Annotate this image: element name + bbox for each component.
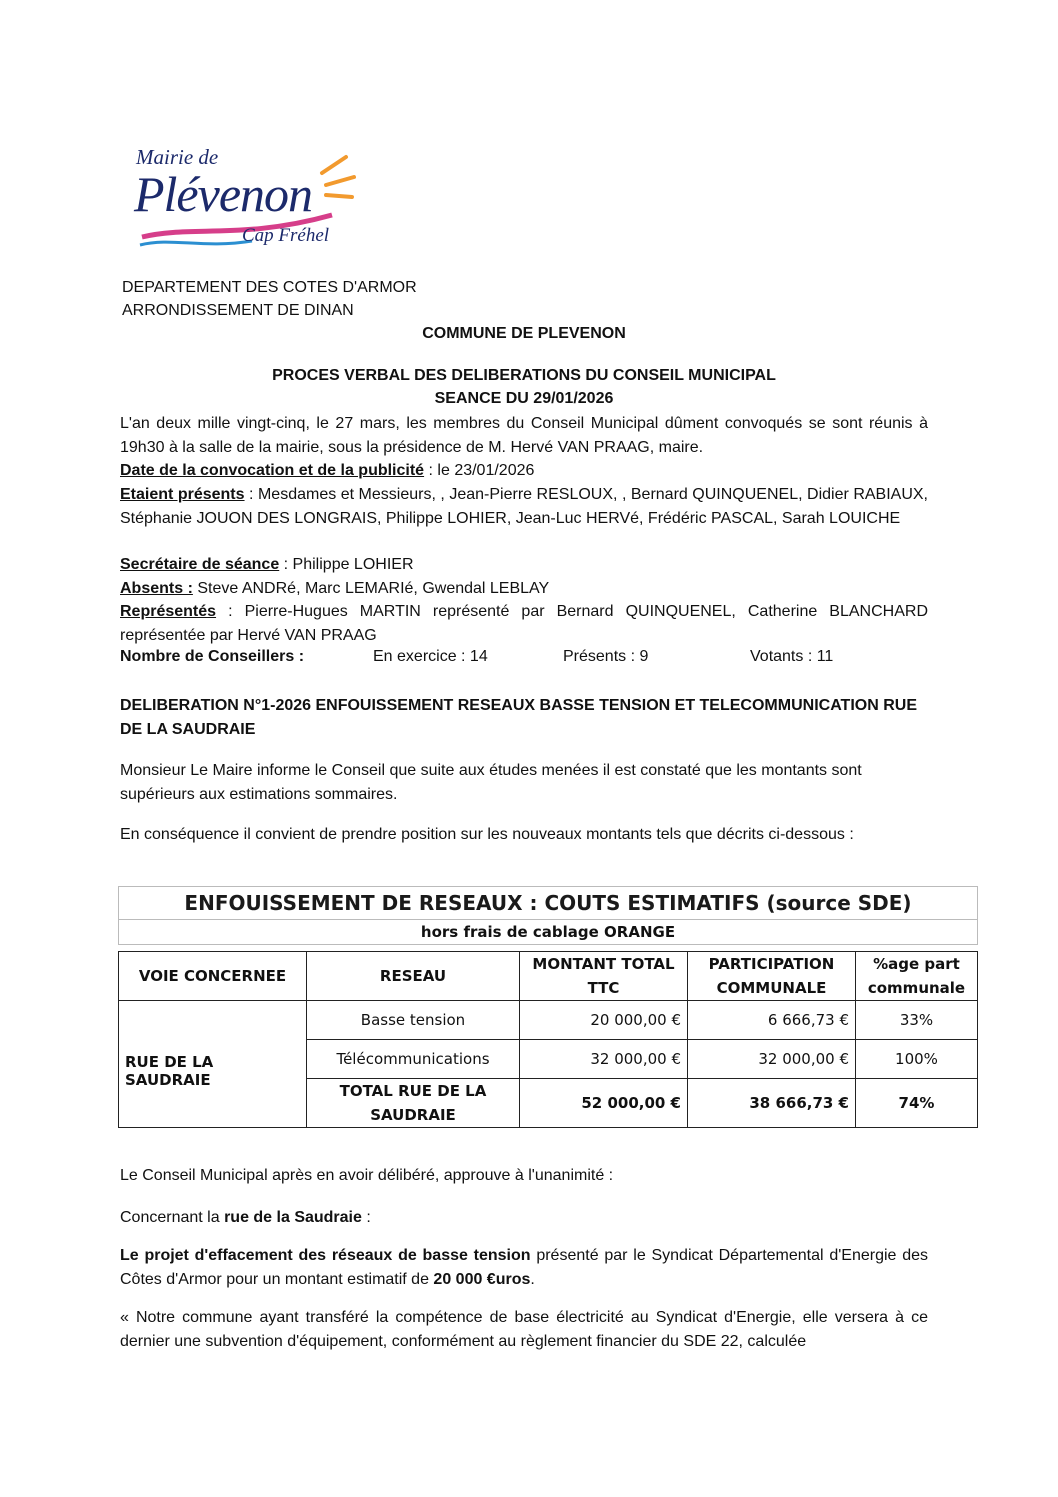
header-voie: VOIE CONCERNEE — [119, 952, 307, 1001]
cell-pourcentage-total: 74% — [856, 1079, 978, 1128]
cost-table-block — [118, 886, 978, 1128]
convocation-line — [120, 459, 928, 483]
absents-line — [120, 577, 928, 601]
table-title: ENFOUISSEMENT DE RESEAUX : COUTS ESTIMATIFS (source SDE) — [118, 886, 978, 920]
paragraph-etudes: Monsieur Le Maire informe le Conseil que suite aux études menées il est constaté que les montants sont supérieurs aux estimations sommaires. — [120, 762, 862, 803]
cell-pourcentage: 33% — [856, 1001, 978, 1040]
concernant-line — [120, 1206, 928, 1230]
conseillers-row — [120, 648, 928, 670]
table-header-row — [119, 952, 978, 1001]
quote-paragraph: « Notre commune ayant transféré la compétence de base électricité au Syndicat d'Energie, elle versera à ce dernier une subvention d'équipement, conformément au règlement financier du SDE 22, calculée — [120, 1309, 928, 1350]
logo-line-plevenon: Plévenon — [134, 166, 313, 222]
mairie-logo — [132, 145, 362, 255]
cell-montant: 20 000,00 € — [520, 1001, 688, 1040]
deliberation-title: DELIBERATION N°1-2026 ENFOUISSEMENT RESEAUX BASSE TENSION ET TELECOMMUNICATION RUE DE LA SAUDRAIE — [120, 697, 917, 738]
presents-value: : Mesdames et Messieurs, , Jean-Pierre RESLOUX, , Bernard QUINQUENEL, Didier RABIAUX, Stéphanie JOUON DES LONGRAIS, Philippe LOHIER, Jean-Luc HERVé, Frédéric PASCAL, Sarah LOUICHE — [120, 486, 929, 527]
absents-value: Steve ANDRé, Marc LEMARIé, Gwendal LEBLAY — [192, 580, 550, 597]
convocation-label: Date de la convocation et de la publicité — [120, 462, 425, 479]
representes-paragraph — [120, 600, 928, 647]
conseillers-exercice: En exercice : 14 — [373, 648, 488, 665]
cell-pourcentage: 100% — [856, 1040, 978, 1079]
cost-table — [118, 951, 978, 1128]
cell-reseau: Basse tension — [307, 1001, 520, 1040]
header-pourcentage: %age part communale — [856, 952, 978, 1001]
logo-line-mairie: Mairie de — [136, 145, 219, 169]
projet-paragraph — [120, 1244, 928, 1291]
concernant-street: rue de la Saudraie — [224, 1209, 362, 1226]
paragraph-consequence: En conséquence il convient de prendre position sur les nouveaux montants tels que décrits ci-dessous : — [120, 826, 854, 843]
header-montant: MONTANT TOTAL TTC — [520, 952, 688, 1001]
concernant-prefix: Concernant la — [120, 1209, 225, 1226]
representes-value: : Pierre-Hugues MARTIN représenté par Bernard QUINQUENEL, Catherine BLANCHARD représentée par Hervé VAN PRAAG — [120, 603, 928, 644]
cell-participation: 6 666,73 € — [688, 1001, 856, 1040]
cell-montant: 32 000,00 € — [520, 1040, 688, 1079]
arrondissement-line: ARRONDISSEMENT DE DINAN — [122, 302, 354, 319]
projet-end: . — [530, 1270, 535, 1288]
conseillers-votants: Votants : 11 — [750, 648, 834, 665]
secretaire-line — [120, 553, 928, 577]
cell-reseau: Télécommunications — [307, 1040, 520, 1079]
conseillers-presents: Présents : 9 — [563, 648, 649, 665]
concernant-suffix: : — [361, 1209, 371, 1226]
projet-amount: 20 000 €uros — [433, 1270, 531, 1288]
presents-paragraph — [120, 483, 928, 530]
representes-label: Représentés — [120, 603, 217, 620]
table-subtitle: hors frais de cablage ORANGE — [118, 920, 978, 945]
convocation-value: : le 23/01/2026 — [424, 462, 535, 479]
seance-date: SEANCE DU 29/01/2026 — [434, 390, 614, 407]
presents-label: Etaient présents — [120, 486, 245, 503]
intro-paragraph: L'an deux mille vingt-cinq, le 27 mars, les membres du Conseil Municipal dûment convoqués se sont réunis à 19h30 à la salle de la mairie, sous la présidence de M. Hervé VAN PRAAG, maire. — [120, 415, 928, 456]
cell-montant-total: 52 000,00 € — [520, 1079, 688, 1128]
commune-heading: COMMUNE DE PLEVENON — [422, 325, 626, 342]
cell-participation: 32 000,00 € — [688, 1040, 856, 1079]
cell-reseau-total: TOTAL RUE DE LA SAUDRAIE — [307, 1079, 520, 1128]
conseillers-label: Nombre de Conseillers : — [120, 648, 305, 665]
cell-participation-total: 38 666,73 € — [688, 1079, 856, 1128]
secretaire-value: : Philippe LOHIER — [279, 556, 414, 573]
document-title: PROCES VERBAL DES DELIBERATIONS DU CONSEIL MUNICIPAL — [272, 367, 776, 384]
approval-line: Le Conseil Municipal après en avoir délibéré, approuve à l'unanimité : — [120, 1167, 614, 1184]
departement-line: DEPARTEMENT DES COTES D'ARMOR — [122, 279, 417, 296]
logo-line-cap-frehel: Cap Fréhel — [242, 225, 330, 246]
header-participation: PARTICIPATION COMMUNALE — [688, 952, 856, 1001]
cell-voie: RUE DE LA SAUDRAIE — [119, 1001, 307, 1128]
table-row — [119, 1001, 978, 1040]
projet-text: présenté par le Syndicat Départemental d'Energie des Côtes d'Armor pour un montant estimatif de — [120, 1247, 929, 1288]
absents-label: Absents : — [120, 580, 193, 597]
projet-bold-lead: Le projet d'effacement des réseaux de basse tension — [120, 1247, 531, 1264]
header-reseau: RESEAU — [307, 952, 520, 1001]
secretaire-label: Secrétaire de séance — [120, 556, 280, 573]
